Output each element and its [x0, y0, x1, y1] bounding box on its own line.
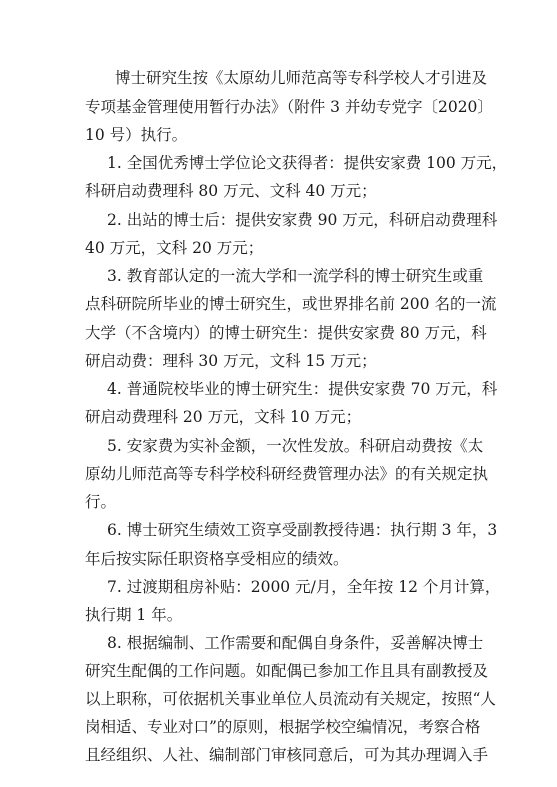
- text-line: 行。: [85, 493, 117, 511]
- text-line: 7. 过渡期租房补贴：2000 元/月，全年按 12 个月计算，: [107, 578, 501, 596]
- text-line: 岗相适、专业对口”的原则，根据学校空编情况，考察合格: [85, 718, 481, 736]
- text-line: 6. 博士研究生绩效工资享受副教授待遇：执行期 3 年，3: [107, 521, 498, 539]
- text-line: 研启动费理科 20 万元，文科 10 万元；: [85, 408, 362, 426]
- text-line: 5. 安家费为实补金额，一次性发放。科研启动费按《太: [107, 437, 484, 455]
- text-line: 执行期 1 年。: [85, 606, 183, 624]
- text-line: 8. 根据编制、工作需要和配偶自身条件，妥善解决博士: [107, 634, 484, 652]
- text-line: 以上职称，可依据机关事业单位人员流动有关规定，按照“人: [85, 690, 496, 708]
- text-line: 10 号）执行。: [85, 126, 188, 144]
- text-line: 大学（不含境内）的博士研究生：提供安家费 80 万元，科: [85, 324, 487, 342]
- text-line: 3. 教育部认定的一流大学和一流学科的博士研究生或重: [107, 267, 484, 285]
- text-line: 4. 普通院校毕业的博士研究生：提供安家费 70 万元，科: [107, 380, 498, 398]
- text-line: 博士研究生按《太原幼儿师范高等专科学校人才引进及: [115, 69, 488, 87]
- text-line: 点科研院所毕业的博士研究生，或世界排名前 200 名的一流: [85, 295, 497, 313]
- text-line: 40 万元，文科 20 万元；: [85, 239, 264, 257]
- text-line: 专项基金管理使用暂行办法》（附件 3 并幼专党字〔2020〕: [85, 98, 493, 116]
- text-line: 原幼儿师范高等专科学校科研经费管理办法》的有关规定执: [85, 465, 489, 483]
- text-line: 科研启动费理科 80 万元、文科 40 万元；: [85, 182, 377, 200]
- text-line: 年后按实际任职资格享受相应的绩效。: [85, 550, 349, 568]
- text-line: 研启动费：理科 30 万元，文科 15 万元；: [85, 352, 377, 370]
- text-line: 2. 出站的博士后：提供安家费 90 万元，科研启动费理科: [107, 211, 498, 229]
- text-line: 研究生配偶的工作问题。如配偶已参加工作且具有副教授及: [85, 662, 489, 680]
- text-line: 1. 全国优秀博士学位论文获得者：提供安家费 100 万元，: [107, 154, 508, 172]
- text-line: 且经组织、人社、编制部门审核同意后，可为其办理调入手: [85, 746, 489, 764]
